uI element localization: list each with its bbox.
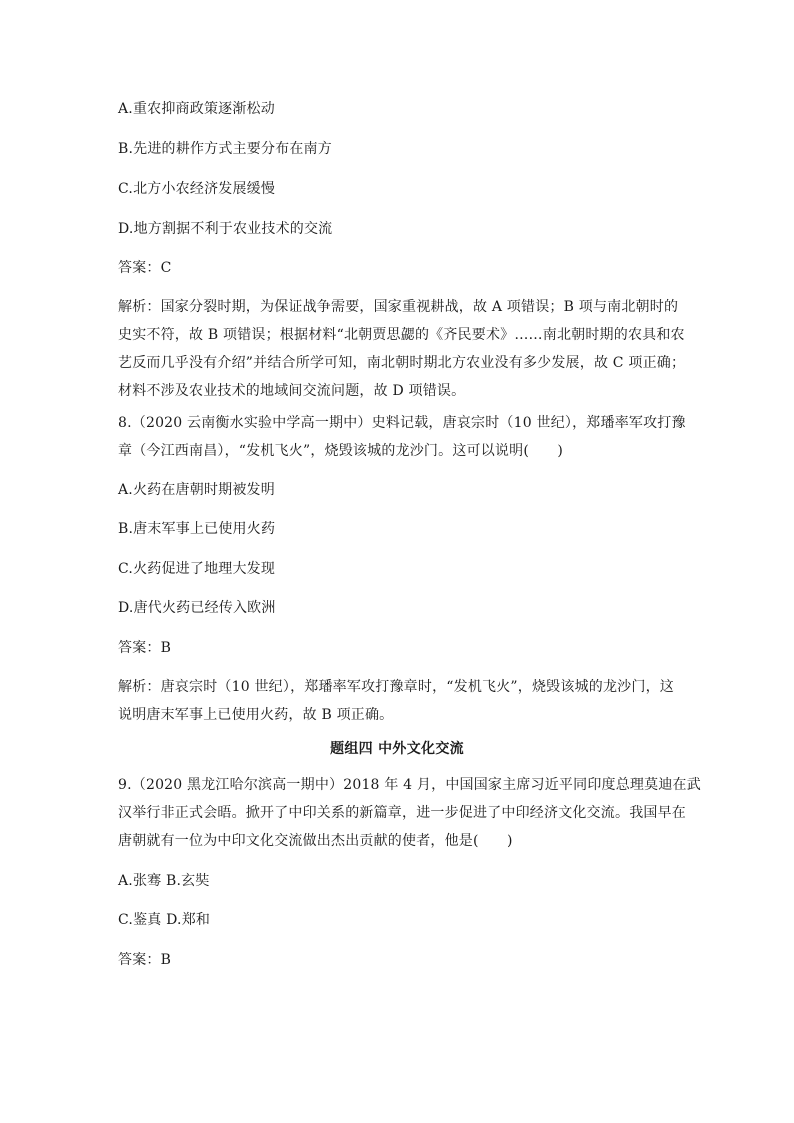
q8-option-b: B.唐末军事上已使用火药 bbox=[118, 521, 276, 537]
q8-stem-line: 8.（2020 云南衡水实验中学高一期中）史料记载，唐哀宗时（10 世纪），郑璠率军攻打豫 bbox=[118, 415, 686, 431]
q7-option-c: C.北方小农经济发展缓慢 bbox=[118, 181, 276, 197]
q9-stem-line: 9.（2020 黑龙江哈尔滨高一期中）2018 年 4 月，中国国家主席习近平同印度总理莫迪在武 bbox=[118, 777, 701, 793]
q8-option-c: C.火药促进了地理大发现 bbox=[118, 561, 276, 577]
q7-option-b: B.先进的耕作方式主要分布在南方 bbox=[118, 141, 332, 157]
q8-analysis bbox=[118, 673, 678, 729]
q7-analysis-line: 解析：国家分裂时期，为保证战争需要，国家重视耕战，故 A 项错误；B 项与南北朝时的 bbox=[118, 299, 679, 315]
q7-analysis-line: 史实不符，故 B 项错误；根据材料“北朝贾思勰的《齐民要术》……南北朝时期的农具和农 bbox=[118, 327, 685, 343]
q8-option-d: D.唐代火药已经传入欧洲 bbox=[118, 600, 276, 616]
q9-stem-line: 汉举行非正式会晤。掀开了中印关系的新篇章，进一步促进了中印经济文化交流。我国早在 bbox=[118, 805, 686, 821]
q7-analysis-line: 材料不涉及农业技术的地域间交流问题，故 D 项错误。 bbox=[118, 383, 466, 399]
q9-answer: 答案：B bbox=[118, 952, 172, 968]
q7-analysis bbox=[118, 293, 686, 405]
q8-stem bbox=[118, 409, 686, 465]
q7-analysis-line: 艺反而几乎没有介绍”并结合所学可知，南北朝时期北方农业没有多少发展，故 C 项正确； bbox=[118, 355, 686, 371]
q9-stem bbox=[118, 771, 701, 855]
q8-analysis-line: 解析：唐哀宗时（10 世纪），郑璠率军攻打豫章时，“发机飞火”，烧毁该城的龙沙门，这 bbox=[118, 679, 674, 695]
q7-option-d: D.地方割据不利于农业技术的交流 bbox=[118, 221, 333, 237]
q7-option-a: A.重农抑商政策逐渐松动 bbox=[118, 101, 275, 117]
q8-answer: 答案：B bbox=[118, 640, 172, 656]
q9-stem-line: 唐朝就有一位为中印文化交流做出杰出贡献的使者，他是( ) bbox=[118, 833, 513, 849]
q9-options-row-2: C.鉴真 D.郑和 bbox=[118, 912, 211, 928]
q7-answer: 答案：C bbox=[118, 260, 172, 276]
q8-analysis-line: 说明唐末军事上已使用火药，故 B 项正确。 bbox=[118, 707, 394, 723]
q9-options-row-1: A.张骞 B.玄奘 bbox=[118, 873, 210, 889]
section-heading: 题组四 中外文化交流 bbox=[330, 741, 464, 757]
q8-option-a: A.火药在唐朝时期被发明 bbox=[118, 482, 275, 498]
q8-stem-line: 章（今江西南昌），“发机飞火”，烧毁该城的龙沙门。这可以说明( ) bbox=[118, 443, 564, 459]
